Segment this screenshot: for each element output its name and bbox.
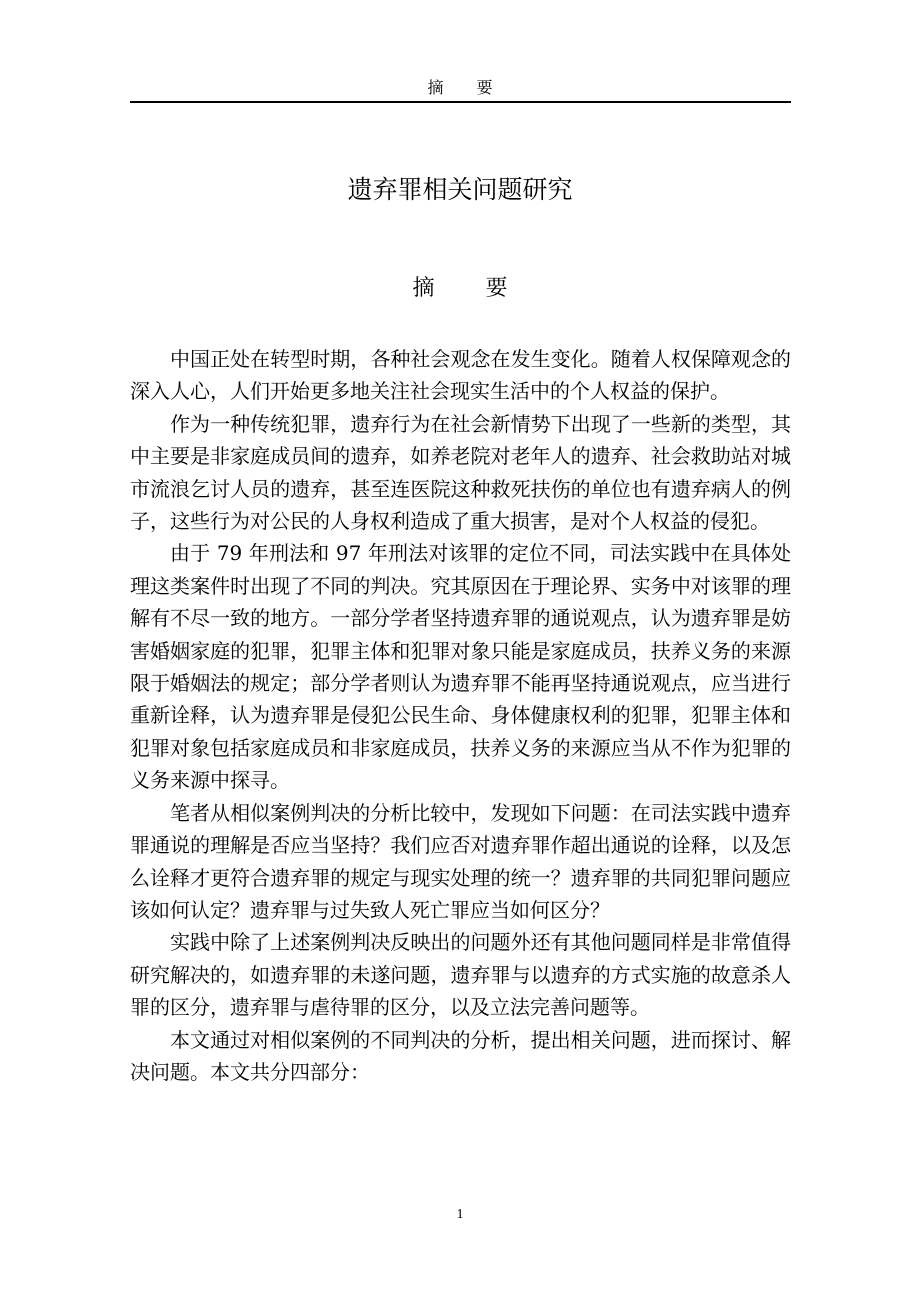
paragraph: 实践中除了上述案例判决反映出的问题外还有其他问题同样是非常值得研究解决的，如遗弃罪的未遂问题，遗弃罪与以遗弃的方式实施的故意杀人罪的区分，遗弃罪与虐待罪的区分，以及立法完善问题等。 (130, 930, 791, 1020)
page-number: 1 (456, 1207, 464, 1222)
paragraph: 作为一种传统犯罪，遗弃行为在社会新情势下出现了一些新的类型，其中主要是非家庭成员间的遗弃，如养老院对老年人的遗弃、社会救助站对城市流浪乞讨人员的遗弃，甚至连医院这种救死扶伤的单位也有遗弃病人的例子，这些行为对公民的人身权利造成了重大损害，是对个人权益的侵犯。 (130, 411, 791, 534)
document-title: 遗弃罪相关问题研究 (347, 175, 573, 204)
header-divider (130, 101, 791, 103)
paragraph: 本文通过对相似案例的不同判决的分析，提出相关问题，进而探讨、解决问题。本文共分四部分： (130, 1027, 791, 1084)
paragraph: 中国正处在转型时期，各种社会观念在发生变化。随着人权保障观念的深入人心，人们开始更多地关注社会现实生活中的个人权益的保护。 (130, 347, 791, 404)
running-header-title: 摘 要 (427, 78, 507, 97)
section-heading-abstract: 摘 要 (412, 276, 530, 301)
paragraph: 由于 79 年刑法和 97 年刑法对该罪的定位不同，司法实践中在具体处理这类案件时出现了不同的判决。究其原因在于理论界、实务中对该罪的理解有不尽一致的地方。一部分学者坚持遗弃罪的通说观点，认为遗弃罪是妨害婚姻家庭的犯罪，犯罪主体和犯罪对象只能是家庭成员，扶养义务的来源限于婚姻法的规定；部分学者则认为遗弃罪不能再坚持通说观点，应当进行重新诠释，认为遗弃罪是侵犯公民生命、身体健康权利的犯罪，犯罪主体和犯罪对象包括家庭成员和非家庭成员，扶养义务的来源应当从不作为犯罪的义务来源中探寻。 (130, 541, 791, 793)
paragraph: 笔者从相似案例判决的分析比较中，发现如下问题：在司法实践中遗弃罪通说的理解是否应当坚持？我们应否对遗弃罪作超出通说的诠释，以及怎么诠释才更符合遗弃罪的规定与现实处理的统一？遗弃罪的共同犯罪问题应该如何认定？遗弃罪与过失致人死亡罪应当如何区分？ (130, 800, 791, 922)
abstract-body (130, 343, 791, 1088)
